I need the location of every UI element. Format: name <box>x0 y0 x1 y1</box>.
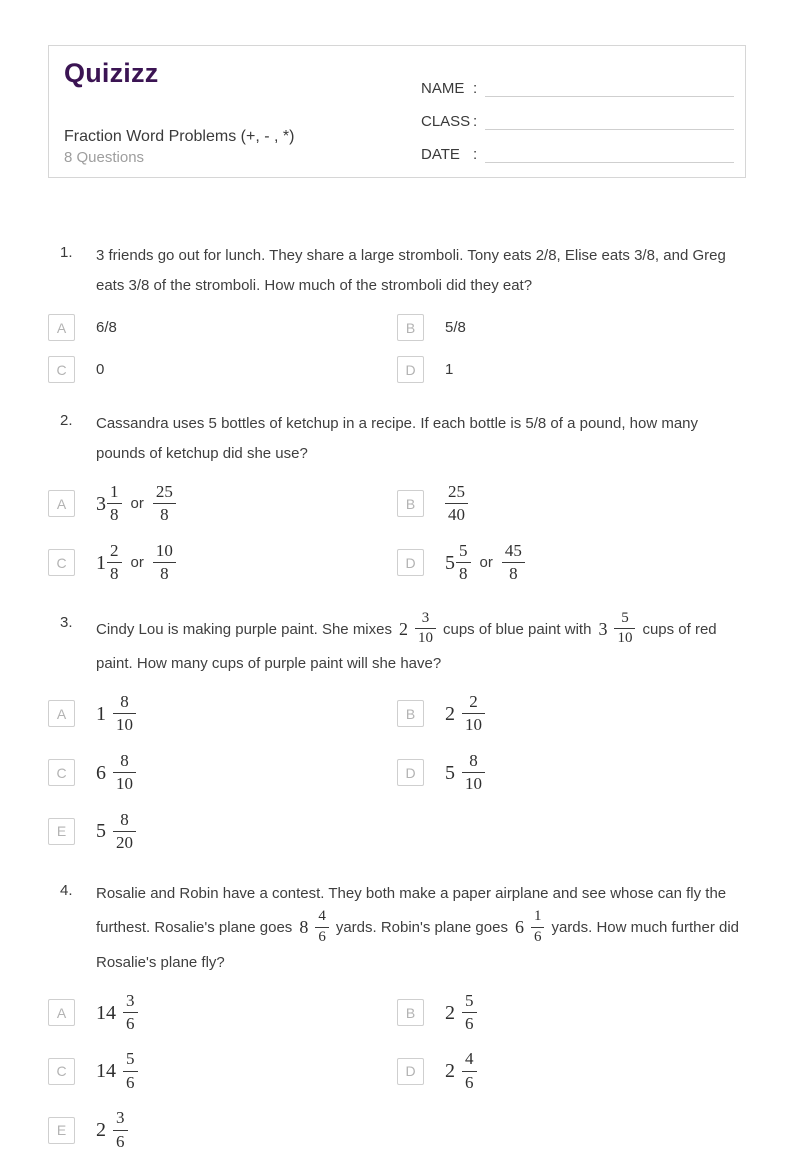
option-value <box>96 810 136 854</box>
fraction-stack <box>153 541 176 585</box>
fraction-stack <box>315 908 329 946</box>
fraction-denominator: 10 <box>415 628 436 648</box>
fraction-stack <box>445 482 468 526</box>
option-text: 6/8 <box>96 319 117 336</box>
option-value <box>96 991 138 1035</box>
fraction-whole-number: 1 <box>96 551 106 574</box>
name-label: NAME <box>421 80 465 97</box>
question-4 <box>48 879 746 1152</box>
fraction-numerator: 5 <box>459 540 468 560</box>
option-letter-box: A <box>48 999 75 1026</box>
fraction-stack <box>462 1049 477 1093</box>
fraction-whole-number: 2 <box>445 1001 455 1024</box>
option-letter-box: B <box>397 700 424 727</box>
fraction-denominator: 8 <box>153 503 176 525</box>
fraction <box>96 692 136 736</box>
student-fields <box>421 64 734 163</box>
fraction-numerator: 25 <box>448 482 465 501</box>
class-colon: : <box>473 113 478 130</box>
answer-option-E[interactable] <box>48 810 397 854</box>
fraction <box>445 991 477 1035</box>
question-2 <box>48 409 746 585</box>
fraction <box>96 541 122 585</box>
answer-option-D[interactable] <box>397 751 746 795</box>
fraction-whole-number: 14 <box>96 1001 116 1024</box>
option-letter-box: C <box>48 549 75 576</box>
or-separator: or <box>130 554 144 572</box>
option-letter-box: A <box>48 700 75 727</box>
answer-options <box>48 482 746 585</box>
question-text: Cassandra uses 5 bottles of ketchup in a recipe. If each bottle is 5/8 of a pound, how many pounds of ketchup did she use? <box>96 415 699 462</box>
fraction-denominator: 10 <box>614 628 635 648</box>
fraction-denominator: 6 <box>531 927 545 947</box>
fraction-denominator: 8 <box>107 503 122 525</box>
fraction-stack <box>113 810 136 854</box>
fraction <box>445 541 471 585</box>
fraction-numerator: 5 <box>126 1049 135 1069</box>
fraction <box>445 1049 477 1093</box>
answer-option-A[interactable] <box>48 991 397 1035</box>
worksheet-header <box>48 45 746 178</box>
fraction-whole-number: 2 <box>399 618 408 639</box>
fraction <box>96 810 136 854</box>
fraction <box>445 751 485 795</box>
fraction-numerator: 8 <box>469 750 478 770</box>
fraction-denominator: 10 <box>462 772 485 794</box>
fraction-numerator: 8 <box>120 809 129 829</box>
answer-option-A[interactable] <box>48 482 397 526</box>
option-value <box>96 692 136 736</box>
fraction <box>445 692 485 736</box>
option-value <box>96 751 136 795</box>
fraction-whole-number: 3 <box>96 492 106 515</box>
option-value <box>96 319 117 336</box>
fraction-stack <box>462 692 485 736</box>
fraction-numerator: 5 <box>621 609 629 626</box>
fraction-stack <box>456 541 471 585</box>
fraction-stack <box>531 908 545 946</box>
fraction-stack <box>107 482 122 526</box>
fraction-numerator: 3 <box>126 990 135 1010</box>
name-input-line[interactable] <box>485 75 734 97</box>
fraction-numerator: 25 <box>155 482 173 501</box>
option-letter-box: A <box>48 314 75 341</box>
option-letter-box: E <box>48 818 75 845</box>
fraction-numerator: 1 <box>533 908 542 925</box>
fraction-stack <box>113 751 136 795</box>
option-letter-box: C <box>48 759 75 786</box>
fraction <box>515 908 545 946</box>
answer-option-D[interactable] <box>397 1049 746 1093</box>
option-value <box>445 1049 477 1093</box>
fraction <box>96 751 136 795</box>
option-value <box>445 991 477 1035</box>
question-text: 3 friends go out for lunch. They share a large stromboli. Tony eats 2/8, Elise eats 3/8, and Greg eats 3/8 of the stromboli. How much of the stromboli did they eat? <box>96 247 726 294</box>
fraction <box>399 610 436 648</box>
fraction-denominator: 6 <box>123 1012 138 1034</box>
fraction-denominator: 10 <box>113 713 136 735</box>
fraction-stack <box>113 692 136 736</box>
option-text: 0 <box>96 361 105 378</box>
fraction-whole-number: 14 <box>96 1060 116 1083</box>
fraction-denominator: 6 <box>462 1071 477 1093</box>
option-letter-box: B <box>397 314 424 341</box>
quiz-question-count: 8 Questions <box>64 149 145 166</box>
option-value <box>445 692 485 736</box>
fraction-numerator: 3 <box>116 1108 125 1128</box>
fraction-numerator: 2 <box>110 540 119 560</box>
option-letter-box: D <box>397 356 424 383</box>
fraction-denominator: 6 <box>123 1071 138 1093</box>
fraction-whole-number: 8 <box>299 917 309 938</box>
fraction-stack <box>107 541 122 585</box>
answer-option-C[interactable] <box>48 356 397 383</box>
fraction-stack <box>462 991 477 1035</box>
quizizz-logo: Quizizz <box>64 58 159 88</box>
date-field <box>421 130 734 163</box>
answer-option-D[interactable] <box>397 541 746 585</box>
option-letter-box: E <box>48 1117 75 1144</box>
fraction-denominator: 8 <box>153 562 176 584</box>
fraction-numerator: 2 <box>469 691 478 711</box>
question-number: 2. <box>60 412 73 429</box>
fraction <box>96 1108 128 1152</box>
fraction-whole-number: 5 <box>445 761 455 784</box>
option-letter-box: C <box>48 356 75 383</box>
date-input-line[interactable] <box>485 141 734 163</box>
class-input-line[interactable] <box>485 108 734 130</box>
fraction-denominator: 6 <box>462 1012 477 1034</box>
option-value <box>445 361 453 378</box>
fraction-whole-number: 5 <box>445 551 455 574</box>
option-value <box>96 541 176 585</box>
question-text: Rosalie and Robin have a contest. They both make a paper airplane and see whose can fly the furthest. Rosalie's plane goes 8 $\frac{4}{6}$ yards. Robin's plane goes 6 $\frac{1}{6}$ yards. How much further did Rosalie's plane fly? <box>96 885 740 971</box>
fraction <box>598 610 635 648</box>
fraction <box>299 908 329 946</box>
fraction <box>96 991 138 1035</box>
fraction-stack <box>113 1108 128 1152</box>
fraction-stack <box>123 991 138 1035</box>
fraction-numerator: 5 <box>465 990 474 1010</box>
fraction-denominator: 10 <box>113 772 136 794</box>
answer-option-A[interactable] <box>48 692 397 736</box>
option-letter-box: B <box>397 490 424 517</box>
answer-option-E[interactable] <box>48 1108 397 1152</box>
fraction-stack <box>614 610 635 648</box>
fraction-numerator: 4 <box>318 908 326 925</box>
question-number: 3. <box>60 613 73 631</box>
fraction-whole-number: 2 <box>445 702 455 725</box>
fraction-whole-number: 6 <box>514 917 524 938</box>
answer-option-D[interactable] <box>397 356 746 383</box>
fraction-stack <box>415 610 436 648</box>
fraction-denominator: 6 <box>315 927 329 947</box>
question-text: Cindy Lou is making purple paint. She mixes 2 $\frac{3}{10}$ cups of blue paint with 3 $\frac{5}{10}$ cups of red paint. How many cups of purple paint will she have? <box>96 609 717 672</box>
fraction-numerator: 4 <box>465 1049 474 1069</box>
option-letter-box: D <box>397 1058 424 1085</box>
fraction <box>445 482 468 526</box>
fraction-numerator: 45 <box>504 540 522 560</box>
option-value <box>445 751 485 795</box>
option-letter-box: D <box>397 549 424 576</box>
answer-option-A[interactable] <box>48 314 397 341</box>
fraction-whole-number: 3 <box>598 618 608 639</box>
fraction-whole-number: 6 <box>96 761 106 784</box>
class-label: CLASS <box>421 113 471 130</box>
answer-options <box>48 692 746 853</box>
fraction <box>153 541 176 585</box>
option-value <box>445 541 525 585</box>
name-field <box>421 64 734 97</box>
date-label: DATE <box>421 146 460 163</box>
fraction-denominator: 20 <box>113 831 136 853</box>
fraction-stack <box>123 1049 138 1093</box>
fraction-denominator: 40 <box>445 503 468 525</box>
fraction-denominator: 8 <box>107 562 122 584</box>
fraction-whole-number: 1 <box>96 702 106 725</box>
option-letter-box: C <box>48 1058 75 1085</box>
question-3 <box>48 611 746 854</box>
answer-option-C[interactable] <box>48 1049 397 1093</box>
question-list <box>48 178 746 1152</box>
answer-option-B[interactable] <box>397 482 746 526</box>
answer-option-B[interactable] <box>397 314 746 341</box>
fraction-stack <box>462 751 485 795</box>
fraction-numerator: 10 <box>155 540 173 560</box>
fraction-denominator: 8 <box>502 562 525 584</box>
fraction <box>502 541 525 585</box>
answer-option-B[interactable] <box>397 991 746 1035</box>
date-colon: : <box>473 146 478 163</box>
fraction <box>96 482 122 526</box>
quiz-meta <box>64 128 294 166</box>
question-number: 1. <box>60 244 73 261</box>
option-text: 5/8 <box>445 319 466 336</box>
option-letter-box: B <box>397 999 424 1026</box>
fraction-stack <box>153 482 176 526</box>
fraction-whole-number: 2 <box>96 1119 106 1142</box>
or-separator: or <box>479 554 493 572</box>
fraction-denominator: 8 <box>456 562 471 584</box>
answer-option-C[interactable] <box>48 541 397 585</box>
option-value <box>96 361 104 378</box>
fraction-denominator: 6 <box>113 1130 128 1152</box>
fraction-stack <box>502 541 525 585</box>
quiz-title: Fraction Word Problems (+, - , *) <box>64 128 295 145</box>
option-value <box>96 1049 138 1093</box>
fraction-denominator: 10 <box>462 713 485 735</box>
option-value <box>445 319 466 336</box>
name-colon: : <box>473 80 478 97</box>
fraction <box>96 1049 138 1093</box>
answer-options <box>48 314 746 383</box>
option-value <box>96 482 176 526</box>
option-letter-box: A <box>48 490 75 517</box>
option-text: 1 <box>445 361 454 378</box>
fraction-numerator: 8 <box>120 691 129 711</box>
question-number: 4. <box>60 882 73 900</box>
fraction <box>153 482 176 526</box>
fraction-numerator: 8 <box>120 750 129 770</box>
answer-options <box>48 991 746 1152</box>
answer-option-C[interactable] <box>48 751 397 795</box>
fraction-whole-number: 5 <box>96 820 106 843</box>
class-field <box>421 97 734 130</box>
option-value <box>96 1108 128 1152</box>
fraction-numerator: 1 <box>110 482 119 501</box>
question-1 <box>48 241 746 383</box>
option-letter-box: D <box>397 759 424 786</box>
fraction-numerator: 3 <box>421 609 430 626</box>
fraction-whole-number: 2 <box>445 1060 455 1083</box>
or-separator: or <box>130 495 144 513</box>
answer-option-B[interactable] <box>397 692 746 736</box>
option-value <box>445 482 468 526</box>
